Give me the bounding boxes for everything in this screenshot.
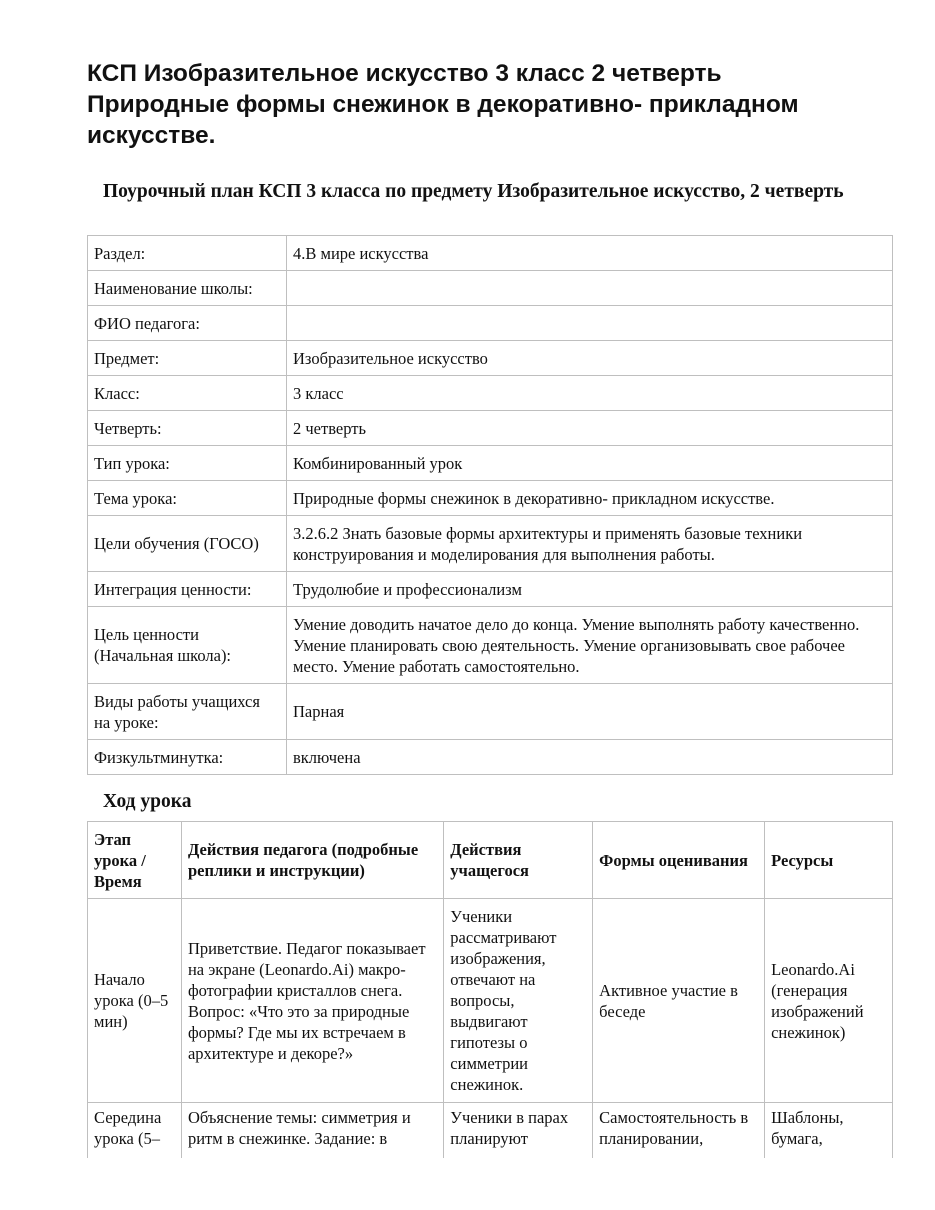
info-row xyxy=(88,306,893,341)
info-row xyxy=(88,236,893,271)
lesson-row xyxy=(88,899,893,1103)
col-header-teacher: Действия педагога (подробные реплики и инструкции) xyxy=(181,822,443,899)
info-row xyxy=(88,684,893,740)
info-value: 4.В мире искусства xyxy=(287,236,893,271)
info-value: Комбинированный урок xyxy=(287,446,893,481)
info-row xyxy=(88,740,893,775)
info-table xyxy=(87,235,893,775)
lesson-cell-teacher: Приветствие. Педагог показывает на экране (Leonardo.Ai) макро-фотографии кристаллов снега. Вопрос: «Что это за природные формы? Где мы их встречаем в архитектуре и декоре?» xyxy=(181,899,443,1103)
info-row xyxy=(88,271,893,306)
col-header-stage: Этап урока / Время xyxy=(88,822,182,899)
info-label: Виды работы учащихся на уроке: xyxy=(88,684,287,740)
lesson-heading: Ход урока xyxy=(103,791,192,812)
title-line-3: искусстве. xyxy=(87,122,216,149)
info-value: 3.2.6.2 Знать базовые формы архитектуры и применять базовые техники конструирования и моделирования для выполнения работы. xyxy=(287,516,893,572)
info-label: Тема урока: xyxy=(88,481,287,516)
info-row xyxy=(88,607,893,684)
info-value: 2 четверть xyxy=(287,411,893,446)
info-row xyxy=(88,516,893,572)
info-label: ФИО педагога: xyxy=(88,306,287,341)
lesson-cell-resources: Leonardo.Ai (генерация изображений снежинок) xyxy=(765,899,893,1103)
info-row xyxy=(88,446,893,481)
info-value: включена xyxy=(287,740,893,775)
info-row xyxy=(88,341,893,376)
info-value: Умение доводить начатое дело до конца. Умение выполнять работу качественно. Умение планировать свою деятельность. Умение организовывать свое рабочее место. Умение работать самостоятельно. xyxy=(287,607,893,684)
plan-subtitle: Поурочный план КСП 3 класса по предмету Изобразительное искусство, 2 четверть xyxy=(103,181,844,202)
info-value: Изобразительное искусство xyxy=(287,341,893,376)
lesson-cell-student: Ученики рассматривают изображения, отвечают на вопросы, выдвигают гипотезы о симметрии снежинок. xyxy=(444,899,593,1103)
info-label: Наименование школы: xyxy=(88,271,287,306)
info-label: Раздел: xyxy=(88,236,287,271)
lesson-cell-stage: Середина урока (5– xyxy=(88,1103,182,1159)
lesson-cell-student: Ученики в парах планируют xyxy=(444,1103,593,1159)
col-header-student: Действия учащегося xyxy=(444,822,593,899)
info-label: Тип урока: xyxy=(88,446,287,481)
info-label: Предмет: xyxy=(88,341,287,376)
info-value: Парная xyxy=(287,684,893,740)
info-label: Цели обучения (ГОСО) xyxy=(88,516,287,572)
info-label: Четверть: xyxy=(88,411,287,446)
lesson-cell-assessment: Активное участие в беседе xyxy=(593,899,765,1103)
info-value: 3 класс xyxy=(287,376,893,411)
lesson-header-row xyxy=(88,822,893,899)
info-row xyxy=(88,572,893,607)
lesson-cell-teacher: Объяснение темы: симметрия и ритм в снежинке. Задание: в xyxy=(181,1103,443,1159)
lesson-table xyxy=(87,821,893,1158)
lesson-cell-assessment: Самостоятельность в планировании, xyxy=(593,1103,765,1159)
info-row xyxy=(88,376,893,411)
info-label: Класс: xyxy=(88,376,287,411)
info-value xyxy=(287,271,893,306)
title-line-1: КСП Изобразительное искусство 3 класс 2 четверть xyxy=(87,60,722,87)
col-header-resources: Ресурсы xyxy=(765,822,893,899)
title-line-2: Природные формы снежинок в декоративно- прикладном xyxy=(87,91,799,118)
info-value: Трудолюбие и профессионализм xyxy=(287,572,893,607)
lesson-cell-resources: Шаблоны, бумага, xyxy=(765,1103,893,1159)
info-label: Интеграция ценности: xyxy=(88,572,287,607)
info-value: Природные формы снежинок в декоративно- прикладном искусстве. xyxy=(287,481,893,516)
page-title xyxy=(87,58,907,151)
info-label: Физкультминутка: xyxy=(88,740,287,775)
col-header-assessment: Формы оценивания xyxy=(593,822,765,899)
info-row xyxy=(88,481,893,516)
lesson-row xyxy=(88,1103,893,1159)
info-row xyxy=(88,411,893,446)
lesson-cell-stage: Начало урока (0–5 мин) xyxy=(88,899,182,1103)
info-label: Цель ценности (Начальная школа): xyxy=(88,607,287,684)
info-value xyxy=(287,306,893,341)
